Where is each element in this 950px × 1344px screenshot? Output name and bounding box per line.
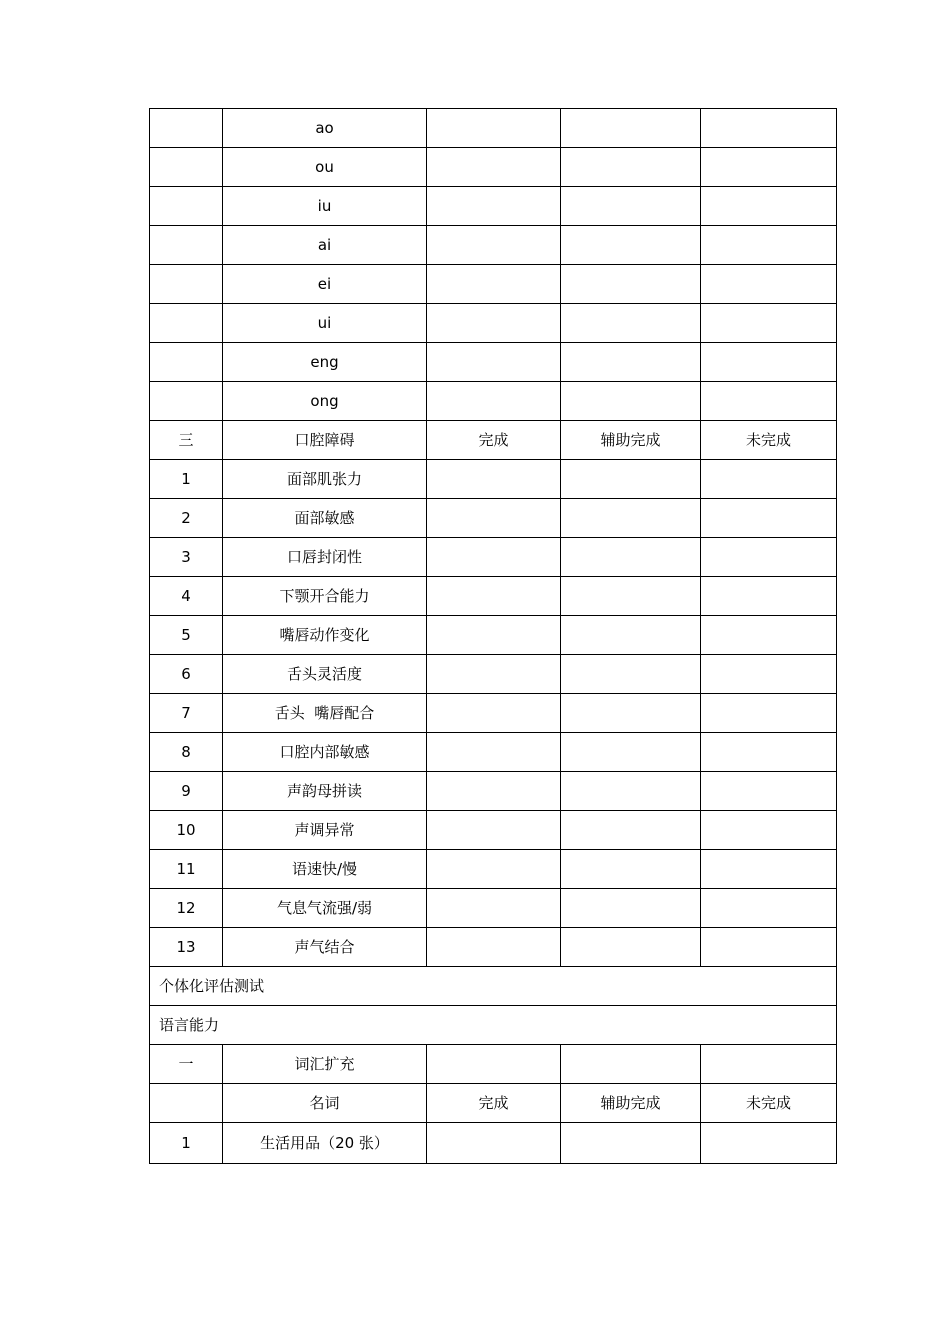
item-label-cell: eng — [223, 343, 427, 382]
table-row — [150, 109, 837, 148]
assisted-cell — [561, 1123, 701, 1164]
assisted-cell — [561, 226, 701, 265]
done-cell — [427, 343, 561, 382]
section-header-row — [150, 421, 837, 460]
not-done-cell — [701, 499, 837, 538]
row-number-cell — [150, 265, 223, 304]
item-label-cell: 面部肌张力 — [223, 460, 427, 499]
done-cell — [427, 889, 561, 928]
done-cell — [427, 1045, 561, 1084]
assessment-table — [149, 108, 837, 1164]
table-row — [150, 1123, 837, 1164]
table-row — [150, 889, 837, 928]
assisted-cell — [561, 655, 701, 694]
table-row — [150, 772, 837, 811]
row-number-cell: 6 — [150, 655, 223, 694]
done-cell — [427, 109, 561, 148]
table-row — [150, 226, 837, 265]
item-label-cell: 面部敏感 — [223, 499, 427, 538]
section-title: 词汇扩充 — [223, 1045, 427, 1084]
item-label-cell: 语速快/慢 — [223, 850, 427, 889]
item-label-cell: ai — [223, 226, 427, 265]
table-row — [150, 499, 837, 538]
item-label-cell: ong — [223, 382, 427, 421]
assisted-cell — [561, 538, 701, 577]
language-ability-row — [150, 1006, 837, 1045]
table-row — [150, 811, 837, 850]
assisted-cell — [561, 616, 701, 655]
row-number-cell — [150, 226, 223, 265]
done-cell — [427, 499, 561, 538]
assisted-cell — [561, 811, 701, 850]
not-done-cell — [701, 460, 837, 499]
not-done-cell — [701, 226, 837, 265]
column-header-done: 完成 — [427, 1084, 561, 1123]
not-done-cell — [701, 577, 837, 616]
not-done-cell — [701, 538, 837, 577]
not-done-cell — [701, 928, 837, 967]
item-label-cell: 嘴唇动作变化 — [223, 616, 427, 655]
item-label-cell: 气息气流强/弱 — [223, 889, 427, 928]
assisted-cell — [561, 343, 701, 382]
row-number-cell — [150, 148, 223, 187]
not-done-cell — [701, 850, 837, 889]
assisted-cell — [561, 382, 701, 421]
not-done-cell — [701, 655, 837, 694]
row-number-cell — [150, 1084, 223, 1123]
row-number-cell — [150, 187, 223, 226]
item-label-cell: 舌头 嘴唇配合 — [223, 694, 427, 733]
item-label-cell: ao — [223, 109, 427, 148]
row-number-cell: 13 — [150, 928, 223, 967]
not-done-cell — [701, 148, 837, 187]
done-cell — [427, 694, 561, 733]
row-number-cell — [150, 382, 223, 421]
table-row — [150, 577, 837, 616]
table-row — [150, 304, 837, 343]
done-cell — [427, 304, 561, 343]
item-label-cell: ui — [223, 304, 427, 343]
item-label-cell: ou — [223, 148, 427, 187]
item-label-cell: 生活用品（20 张） — [223, 1123, 427, 1164]
table-row — [150, 382, 837, 421]
column-header-not-done: 未完成 — [701, 1084, 837, 1123]
assisted-cell — [561, 577, 701, 616]
item-label-cell: 声调异常 — [223, 811, 427, 850]
item-label-cell: 口腔内部敏感 — [223, 733, 427, 772]
done-cell — [427, 811, 561, 850]
done-cell — [427, 187, 561, 226]
table-row — [150, 187, 837, 226]
not-done-cell — [701, 304, 837, 343]
done-cell — [427, 928, 561, 967]
assisted-cell — [561, 304, 701, 343]
assisted-cell — [561, 889, 701, 928]
not-done-cell — [701, 1123, 837, 1164]
row-number-cell: 9 — [150, 772, 223, 811]
not-done-cell — [701, 733, 837, 772]
assisted-cell — [561, 928, 701, 967]
table-row — [150, 265, 837, 304]
individual-assessment-row — [150, 967, 837, 1006]
not-done-cell — [701, 1045, 837, 1084]
done-cell — [427, 460, 561, 499]
table-row — [150, 694, 837, 733]
not-done-cell — [701, 382, 837, 421]
table-row — [150, 616, 837, 655]
table-row — [150, 538, 837, 577]
not-done-cell — [701, 187, 837, 226]
assisted-cell — [561, 1045, 701, 1084]
section-number: 一 — [150, 1045, 223, 1084]
row-number-cell — [150, 343, 223, 382]
row-number-cell — [150, 109, 223, 148]
row-number-cell: 1 — [150, 460, 223, 499]
done-cell — [427, 577, 561, 616]
assisted-cell — [561, 733, 701, 772]
done-cell — [427, 226, 561, 265]
done-cell — [427, 538, 561, 577]
assisted-cell — [561, 148, 701, 187]
row-number-cell: 3 — [150, 538, 223, 577]
item-label-cell: 声气结合 — [223, 928, 427, 967]
item-label-cell: iu — [223, 187, 427, 226]
row-number-cell: 1 — [150, 1123, 223, 1164]
noun-header-label: 名词 — [223, 1084, 427, 1123]
row-number-cell — [150, 304, 223, 343]
done-cell — [427, 850, 561, 889]
table-row — [150, 148, 837, 187]
not-done-cell — [701, 694, 837, 733]
assisted-cell — [561, 187, 701, 226]
item-label-cell: 声韵母拼读 — [223, 772, 427, 811]
row-number-cell: 7 — [150, 694, 223, 733]
not-done-cell — [701, 343, 837, 382]
column-header-assisted: 辅助完成 — [561, 421, 701, 460]
assisted-cell — [561, 460, 701, 499]
section-title: 口腔障碍 — [223, 421, 427, 460]
table-row — [150, 733, 837, 772]
done-cell — [427, 265, 561, 304]
language-ability-title: 语言能力 — [150, 1006, 837, 1045]
done-cell — [427, 1123, 561, 1164]
table-row — [150, 850, 837, 889]
section-number: 三 — [150, 421, 223, 460]
row-number-cell: 2 — [150, 499, 223, 538]
item-label-cell: 下颚开合能力 — [223, 577, 427, 616]
row-number-cell: 11 — [150, 850, 223, 889]
column-header-not-done: 未完成 — [701, 421, 837, 460]
done-cell — [427, 772, 561, 811]
done-cell — [427, 616, 561, 655]
table-row — [150, 343, 837, 382]
row-number-cell: 5 — [150, 616, 223, 655]
column-header-assisted: 辅助完成 — [561, 1084, 701, 1123]
done-cell — [427, 655, 561, 694]
individual-assessment-title: 个体化评估测试 — [150, 967, 837, 1006]
row-number-cell: 4 — [150, 577, 223, 616]
item-label-cell: 口唇封闭性 — [223, 538, 427, 577]
not-done-cell — [701, 889, 837, 928]
assisted-cell — [561, 109, 701, 148]
item-label-cell: 舌头灵活度 — [223, 655, 427, 694]
row-number-cell: 8 — [150, 733, 223, 772]
assisted-cell — [561, 772, 701, 811]
table-row — [150, 928, 837, 967]
not-done-cell — [701, 616, 837, 655]
noun-header-row — [150, 1084, 837, 1123]
done-cell — [427, 733, 561, 772]
item-label-cell: ei — [223, 265, 427, 304]
section-header-row — [150, 1045, 837, 1084]
row-number-cell: 10 — [150, 811, 223, 850]
column-header-done: 完成 — [427, 421, 561, 460]
done-cell — [427, 148, 561, 187]
done-cell — [427, 382, 561, 421]
table-row — [150, 460, 837, 499]
assisted-cell — [561, 265, 701, 304]
not-done-cell — [701, 772, 837, 811]
table-row — [150, 655, 837, 694]
not-done-cell — [701, 265, 837, 304]
not-done-cell — [701, 109, 837, 148]
assisted-cell — [561, 850, 701, 889]
assisted-cell — [561, 499, 701, 538]
not-done-cell — [701, 811, 837, 850]
row-number-cell: 12 — [150, 889, 223, 928]
assisted-cell — [561, 694, 701, 733]
